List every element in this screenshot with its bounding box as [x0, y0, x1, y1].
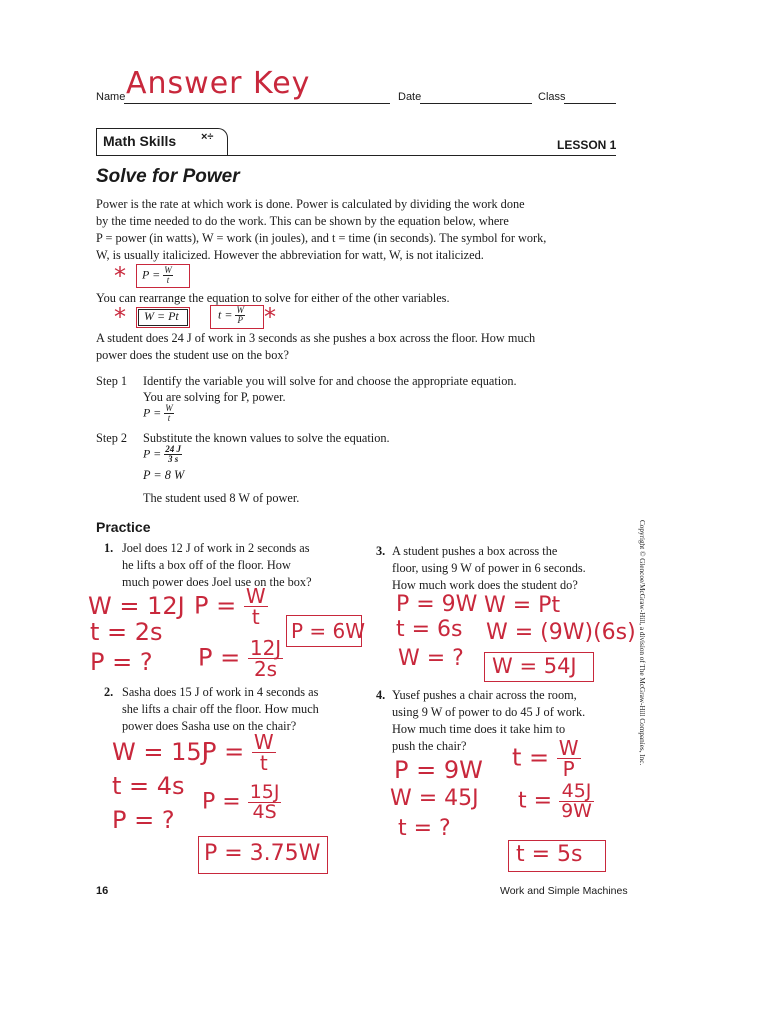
p1-given-time: t = 2s: [90, 618, 163, 646]
p3-substitution: W = (9W)(6s): [486, 620, 636, 645]
p3-answer: W = 54J: [492, 654, 577, 678]
formula-t-fraction: $\frac{W}{P}$: [236, 305, 244, 325]
formula-w: W = Pt: [144, 309, 179, 323]
copyright-text: Copyright © Glencoe/McGraw-Hill, a division of The McGraw-Hill Companies, Inc.: [638, 520, 646, 766]
page-title: Solve for Power: [96, 166, 240, 187]
name-label: Name: [96, 91, 126, 103]
rearrange-text: You can rearrange the equation to solve for either of the other variables.: [96, 291, 450, 305]
p3-given-power: P = 9W: [396, 592, 478, 617]
p1-answer: P = 6W: [291, 619, 366, 643]
p4-substitution: t = $\frac{45J}{9W}$: [518, 780, 592, 822]
class-line: [564, 103, 616, 104]
intro-line: by the time needed to do the work. This can be shown by the equation below, where: [96, 214, 509, 228]
problem-3-text: A student pushes a box across the floor, using 9 W of power in 6 seconds. How much work does the student do?: [392, 544, 586, 592]
example-line: power does the student use on the box?: [96, 348, 289, 362]
asterisk-mark: *: [264, 303, 276, 331]
p3-unknown: W = ?: [398, 646, 464, 671]
math-skills-label: Math Skills: [103, 133, 177, 149]
example-paragraph: [96, 330, 616, 364]
formula-t: [218, 306, 245, 325]
formula-main: [142, 266, 173, 285]
p1-given-work: W = 12J: [88, 592, 185, 620]
step2-text: Substitute the known values to solve the equation.: [143, 431, 390, 445]
page-number: 16: [96, 885, 109, 897]
step2-eq: P = $\frac{24 J}{3 s}$: [143, 444, 181, 464]
step1-eq: P = $\frac{W}{t}$: [143, 403, 173, 423]
p4-given-power: P = 9W: [394, 756, 483, 784]
intro-line: Power is the rate at which work is done. Power is calculated by dividing the work done: [96, 197, 525, 211]
p3-equation: W = Pt: [484, 593, 561, 618]
p2-given-time: t = 4s: [112, 772, 185, 800]
p4-unknown: t = ?: [398, 816, 451, 841]
formula-t-lhs: t =: [218, 307, 233, 322]
step1-text: Identify the variable you will solve for and choose the appropriate equation.: [143, 374, 517, 388]
date-label: Date: [398, 91, 422, 103]
practice-title: Practice: [96, 519, 151, 535]
p1-substitution: P = $\frac{12J}{2s}$: [198, 636, 282, 681]
problem-4-text: Yusef pushes a chair across the room, using 9 W of power to do 45 J of work. How much time does it take him to push the chair?: [392, 688, 586, 753]
class-label: Class: [538, 91, 566, 103]
asterisk-mark: *: [114, 303, 126, 331]
problem-4-number: 4.: [376, 688, 386, 702]
unit-title: Work and Simple Machines: [500, 885, 628, 897]
step1-label: Step 1: [96, 374, 128, 388]
problem-3-number: 3.: [376, 544, 386, 558]
p4-answer: t = 5s: [516, 842, 583, 867]
intro-line: P = power (in watts), W = work (in joules), and t = time (in seconds). The symbol for work,: [96, 231, 547, 245]
step2-result: P = 8 W: [143, 468, 185, 482]
problem-1-number: 1.: [104, 541, 114, 555]
math-symbols-icon: ×÷: [201, 131, 214, 143]
p2-unknown: P = ?: [112, 806, 175, 834]
p1-equation: P = $\frac{W}{t}$: [194, 584, 266, 629]
problem-2-number: 2.: [104, 685, 114, 699]
p1-unknown: P = ?: [90, 648, 153, 676]
step1-sub: You are solving for P, power.: [143, 390, 286, 404]
p2-equation: P = $\frac{W}{t}$: [202, 730, 274, 775]
math-skills-tab: [96, 128, 228, 155]
section-rule: [96, 155, 616, 156]
p2-given-work: W = 15J: [112, 738, 209, 766]
p4-equation: t = $\frac{W}{P}$: [512, 736, 579, 781]
asterisk-mark: *: [114, 262, 126, 290]
step2-conclusion: The student used 8 W of power.: [143, 491, 300, 505]
problem-1-text: Joel does 12 J of work in 2 seconds as he lifts a box off of the floor. How much power does Joel use on the box?: [122, 541, 312, 589]
p2-answer: P = 3.75W: [204, 841, 321, 866]
date-line: [420, 103, 532, 104]
p2-substitution: P = $\frac{15J}{4S}$: [202, 781, 280, 823]
problem-2-text: Sasha does 15 J of work in 4 seconds as she lifts a chair off the floor. How much power does Sasha use on the chair?: [122, 685, 319, 733]
copyright-sidebar: [632, 520, 652, 800]
name-value: Answer Key: [126, 66, 311, 101]
step2-label: Step 2: [96, 431, 128, 445]
intro-line: W, is usually italicized. However the abbreviation for watt, W, is not italicized.: [96, 248, 484, 262]
formula-lhs: P =: [142, 267, 161, 282]
formula-fraction: $\frac{W}{t}$: [164, 265, 172, 285]
p4-given-work: W = 45J: [390, 786, 479, 811]
intro-paragraph: [96, 196, 616, 264]
lesson-label: LESSON 1: [557, 138, 617, 152]
name-line: [124, 103, 390, 104]
example-line: A student does 24 J of work in 3 seconds as she pushes a box across the floor. How much: [96, 331, 536, 345]
p3-given-time: t = 6s: [396, 617, 463, 642]
